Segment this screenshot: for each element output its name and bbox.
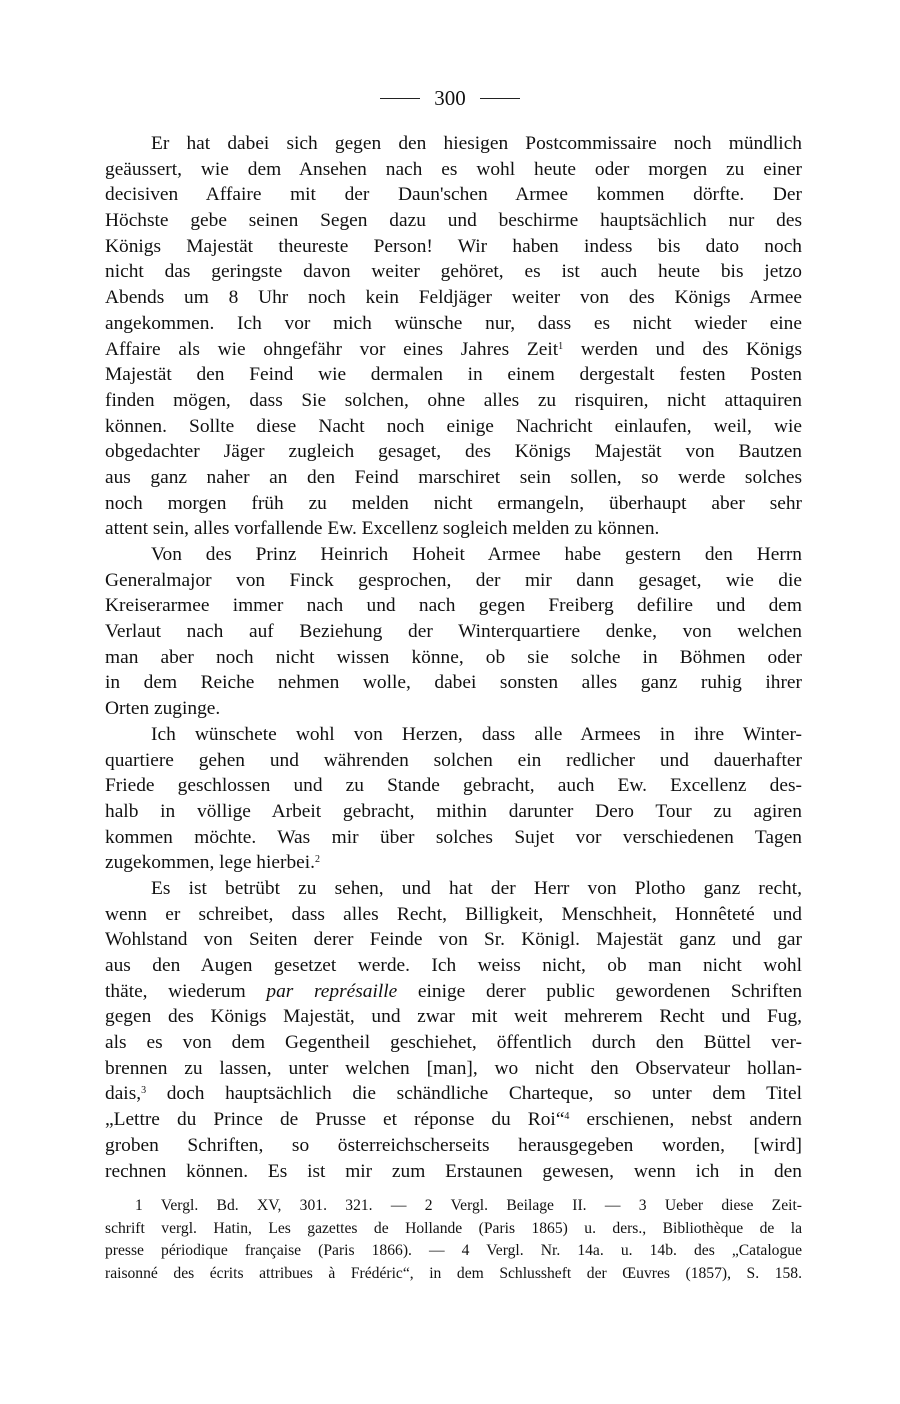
footnote-line (105, 1195, 802, 1218)
line-text: aus ganz naher an den Feind marschiret sein sollen, so werde solches (105, 466, 802, 488)
header-rule-left (380, 98, 420, 99)
text-line (105, 311, 802, 337)
line-text: thäte, wiederum (105, 980, 267, 1002)
footnotes (105, 1195, 802, 1285)
text-line (105, 208, 802, 234)
line-text: raisonné des écrits attribues à Frédéric“, in dem Schlussheft der Œuvres (1857), S. 158. (105, 1264, 802, 1282)
line-text: Höchste gebe seinen Segen dazu und beschirme hauptsächlich nur des (105, 210, 802, 232)
line-text: halb in völlige Arbeit gebracht, mithin darunter Dero Tour zu agiren (105, 800, 802, 822)
line-text: Majestät den Feind wie dermalen in einem dergestalt festen Posten (105, 364, 802, 386)
text-line (105, 182, 802, 208)
page-header (0, 86, 900, 111)
line-text-cont: erschienen, nebst andern (569, 1109, 802, 1131)
line-text: Affaire als wie ohngefähr vor eines Jahres Zeit (105, 338, 559, 360)
line-text: brennen zu lassen, unter welchen [man], wo nicht den Observateur hollan- (105, 1057, 802, 1079)
line-text: Friede geschlossen und zu Stande gebracht, auch Ew. Excellenz des- (105, 775, 802, 797)
footnote-marker: 3 (141, 1085, 147, 1097)
text-line (105, 825, 802, 851)
line-text: finden mögen, dass Sie solchen, ohne alles zu risquiren, nicht attaquiren (105, 389, 802, 411)
text-line (105, 953, 802, 979)
line-text: groben Schriften, so österreichscherseits herausgegeben worden, [wird] (105, 1134, 802, 1156)
line-text: attent sein, alles vorfallende Ew. Excellenz sogleich melden zu können. (105, 518, 660, 540)
text-line (105, 979, 802, 1005)
footnote-marker: 4 (564, 1111, 570, 1123)
footnote-marker: 1 (558, 340, 564, 352)
text-line (105, 388, 802, 414)
text-line (105, 876, 802, 902)
text-line (105, 748, 802, 774)
line-text: in dem Reiche nehmen wolle, dabei sonsten alles ganz ruhig ihrer (105, 672, 802, 694)
line-text: Kreiserarmee immer nach und nach gegen Freiberg defilire und dem (105, 595, 802, 617)
line-text: angekommen. Ich vor mich wünsche nur, dass es nicht wieder eine (105, 312, 802, 334)
text-line (105, 157, 802, 183)
text-line (105, 465, 802, 491)
text-line (105, 414, 802, 440)
italic-text: par représaille (266, 980, 398, 1002)
line-text: Verlaut nach auf Beziehung der Winterquartiere denke, von welchen (105, 621, 802, 643)
text-line (105, 902, 802, 928)
text-line (105, 516, 802, 542)
text-line (105, 1081, 802, 1107)
text-line (105, 337, 802, 363)
text-line (105, 645, 802, 671)
text-line (105, 799, 802, 825)
text-line (105, 259, 802, 285)
text-line (105, 1159, 802, 1185)
line-text: Ich wünschete wohl von Herzen, dass alle Armees in ihre Winter- (151, 723, 802, 745)
line-text-cont: werden und des Königs (563, 338, 802, 360)
text-line (105, 1030, 802, 1056)
text-line (105, 1133, 802, 1159)
line-text: Abends um 8 Uhr noch kein Feldjäger weiter von des Königs Armee (105, 287, 802, 309)
text-line (105, 927, 802, 953)
line-text: presse périodique française (Paris 1866). — 4 Vergl. Nr. 14a. u. 14b. des „Catalogue (105, 1242, 802, 1259)
text-line (105, 131, 802, 157)
line-text: Wohlstand von Seiten derer Feinde von Sr. Königl. Majestät ganz und gar (105, 929, 802, 951)
text-line (105, 696, 802, 722)
text-line (105, 773, 802, 799)
line-text-cont: einige derer public gewordenen Schriften (397, 980, 803, 1002)
line-text: Generalmajor von Finck gesprochen, der mir dann gesaget, wie die (105, 569, 802, 591)
footnote-line (105, 1218, 802, 1241)
line-text: dais, (105, 1083, 142, 1105)
text-line (105, 439, 802, 465)
line-text-cont: doch hauptsächlich die schändliche Charteque, so unter dem Titel (146, 1083, 802, 1105)
line-text: Orten zuginge. (105, 698, 221, 720)
line-text: 1 Vergl. Bd. XV, 301. 321. — 2 Vergl. Beilage II. — 3 Ueber diese Zeit- (135, 1197, 802, 1214)
line-text: noch morgen früh zu melden nicht ermangeln, überhaupt aber sehr (105, 492, 802, 514)
line-text: aus den Augen gesetzet werde. Ich weiss nicht, ob man nicht wohl (105, 955, 802, 976)
text-line (105, 619, 802, 645)
line-text: kommen möchte. Was mir über solches Sujet vor verschiedenen Tagen (105, 826, 802, 848)
line-text: quartiere gehen und währenden solchen ein redlicher und dauerhafter (105, 749, 802, 771)
text-line (105, 568, 802, 594)
line-text: decisiven Affaire mit der Daun'schen Armee kommen dörfte. Der (105, 184, 802, 206)
text-line (105, 593, 802, 619)
line-text: Er hat dabei sich gegen den hiesigen Postcommissaire noch mündlich (151, 133, 802, 154)
line-text: man aber noch nicht wissen könne, ob sie solche in Böhmen oder (105, 646, 802, 668)
text-line (105, 1107, 802, 1133)
line-text: Es ist betrübt zu sehen, und hat der Herr von Plotho ganz recht, (151, 877, 802, 899)
footnote-marker: 2 (314, 854, 320, 866)
line-text: zugekommen, lege hierbei. (105, 852, 315, 874)
line-text: wenn er schreibet, dass alles Recht, Billigkeit, Menschheit, Honnêteté und (105, 903, 802, 925)
line-text: obgedachter Jäger zugleich gesaget, des Königs Majestät von Bautzen (105, 441, 802, 463)
footnote-line (105, 1263, 802, 1286)
text-line (105, 542, 802, 568)
text-line (105, 1004, 802, 1030)
text-line (105, 850, 802, 876)
line-text: nicht das geringste davon weiter gehöret, es ist auch heute bis jetzo (105, 261, 802, 283)
body-text (105, 131, 802, 1184)
line-text: Von des Prinz Heinrich Hoheit Armee habe gestern den Herrn (151, 544, 802, 565)
text-line (105, 362, 802, 388)
line-text: als es von dem Gegentheil geschiehet, öffentlich durch den Büttel ver- (105, 1032, 802, 1054)
text-line (105, 1056, 802, 1082)
page-number: 300 (434, 86, 466, 110)
line-text: geäussert, wie dem Ansehen nach es wohl heute oder morgen zu einer (105, 158, 802, 180)
line-text: rechnen können. Es ist mir zum Erstaunen gewesen, wenn ich in den (105, 1160, 802, 1182)
line-text: Königs Majestät theureste Person! Wir haben indess bis dato noch (105, 235, 802, 257)
line-text: „Lettre du Prince de Prusse et réponse du Roi“ (105, 1109, 565, 1131)
text-line (105, 670, 802, 696)
footnote-line (105, 1240, 802, 1263)
text-line (105, 285, 802, 311)
text-line (105, 491, 802, 517)
text-line (105, 234, 802, 260)
line-text: gegen des Königs Majestät, und zwar mit weit mehrerem Recht und Fug, (105, 1006, 802, 1028)
text-line (105, 722, 802, 748)
header-rule-right (480, 98, 520, 99)
line-text: können. Sollte diese Nacht noch einige Nachricht einlaufen, weil, wie (105, 415, 802, 437)
line-text: schrift vergl. Hatin, Les gazettes de Hollande (Paris 1865) u. ders., Bibliothèque de la (105, 1219, 802, 1237)
